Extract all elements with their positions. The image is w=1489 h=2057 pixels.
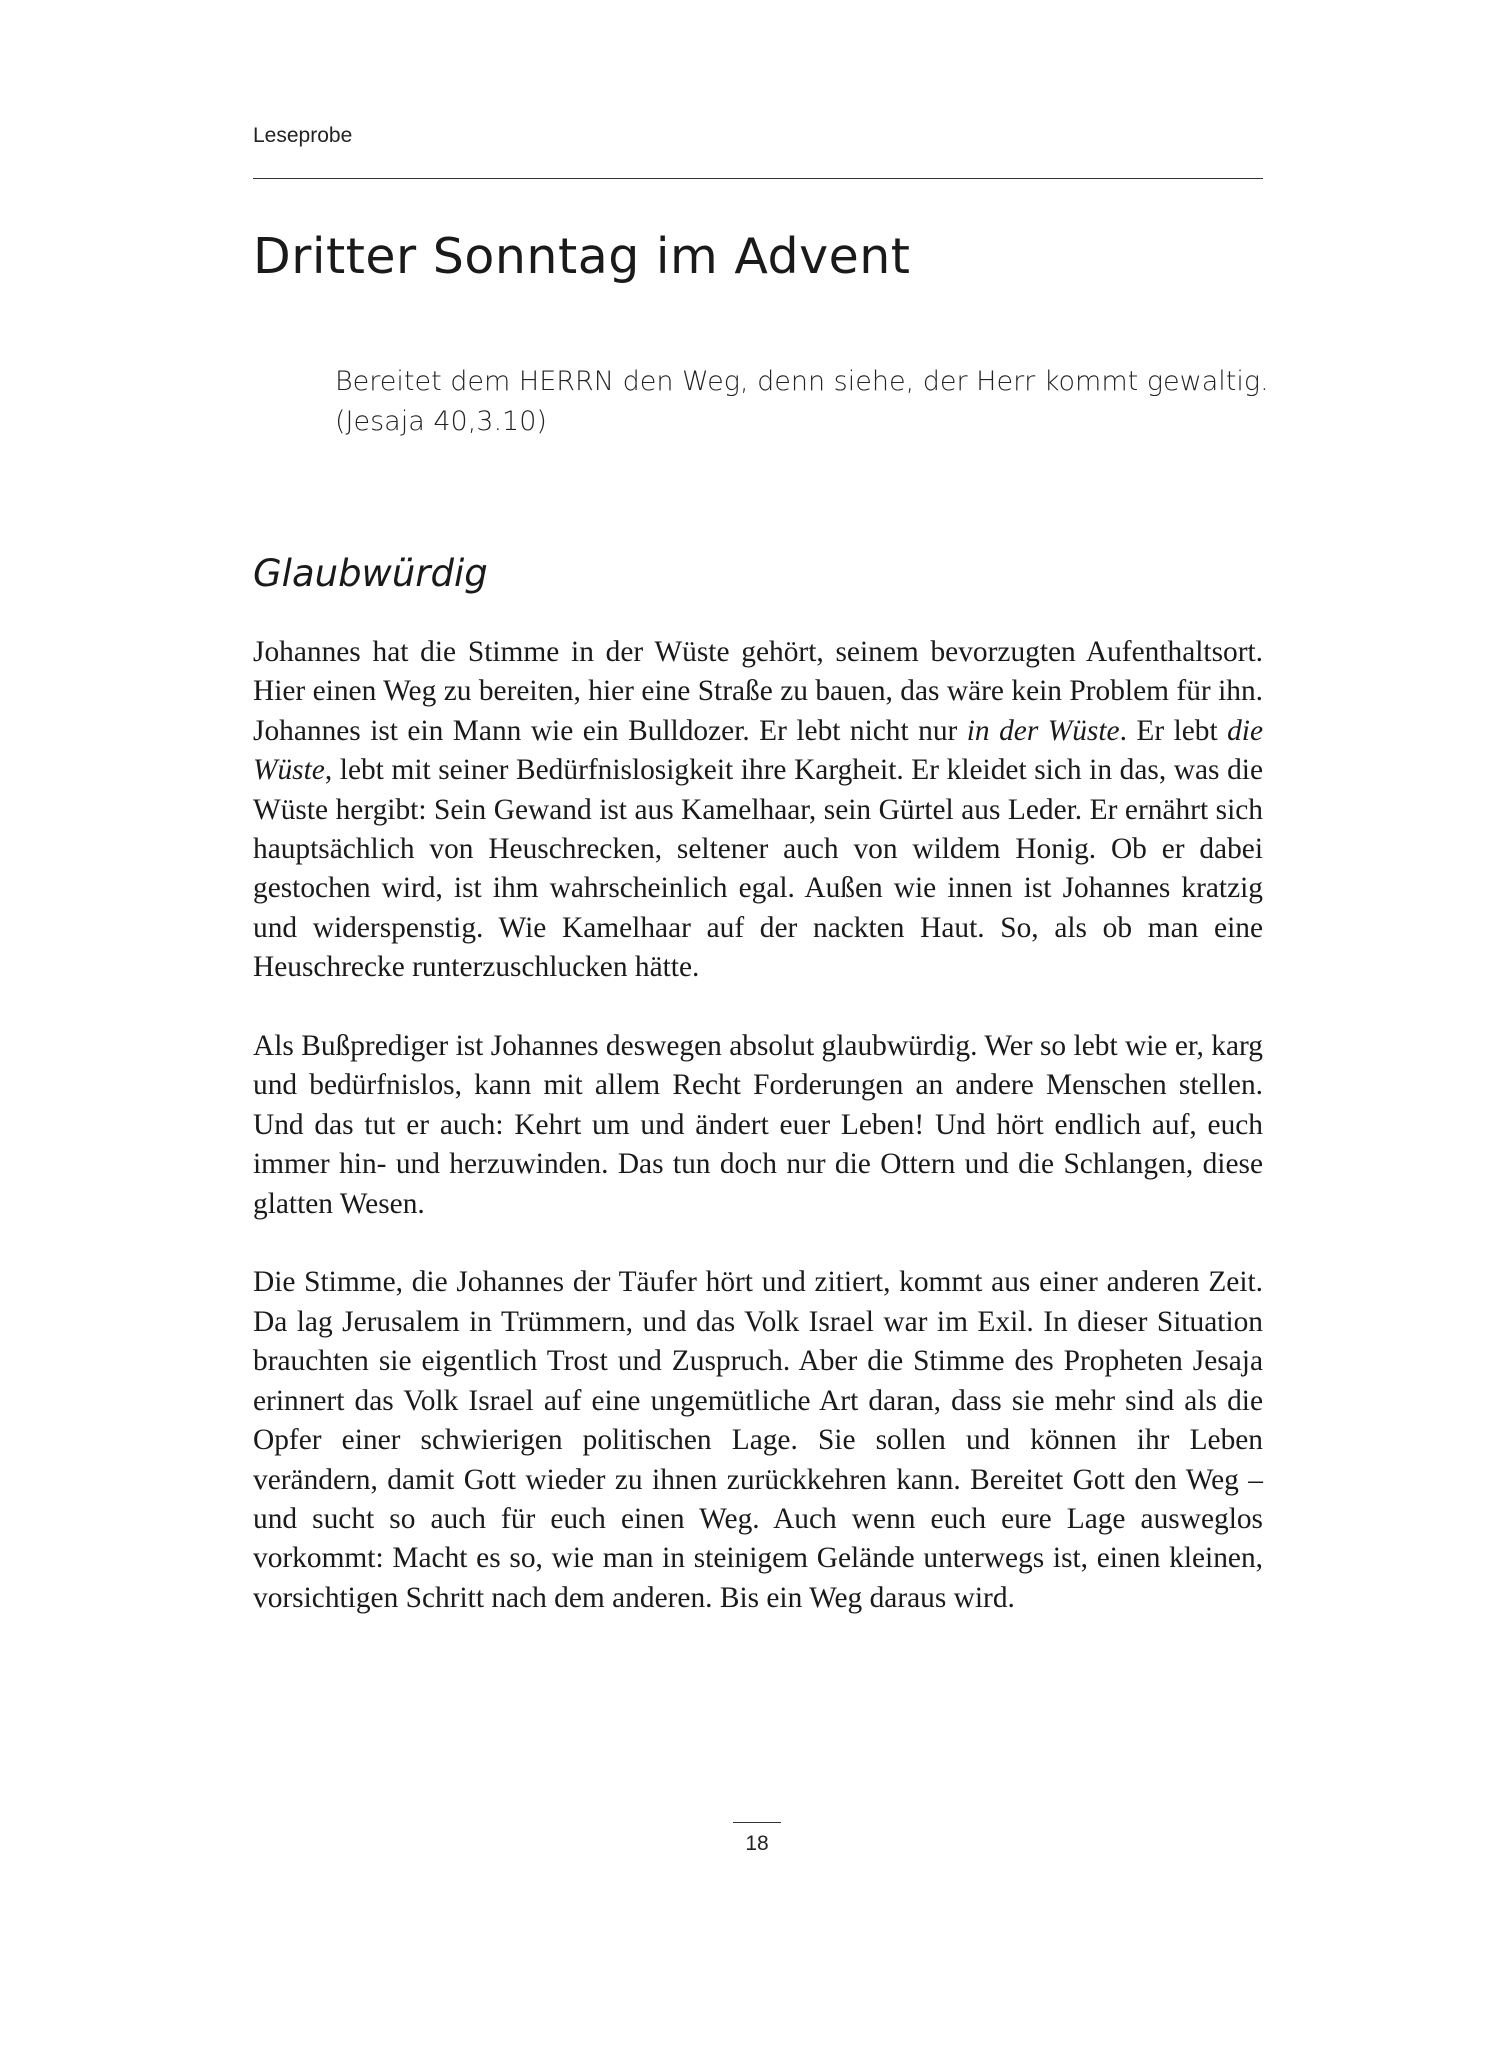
page-number: 18 <box>745 1832 769 1855</box>
paragraph-text: , lebt mit seiner Bedürfnislosigkeit ihre Kargheit. Er kleidet sich in das, was die Wüste hergibt: Sein Gewand ist aus Kamelhaar, sein Gürtel aus Leder. Er ernährt sich hauptsächlich von Heuschrecken, seltener auch von wildem Honig. Ob er dabei gestochen wird, ist ihm wahrscheinlich egal. Außen wie innen ist Johannes kratzig und widerspenstig. Wie Kamelhaar auf der nackten Haut. So, als ob man eine Heuschrecke runterzuschlucken hätte. <box>253 754 1263 984</box>
motto <box>335 362 1269 442</box>
body-paragraph <box>253 1027 1263 1224</box>
motto-quote: Bereitet dem HERRN den Weg, denn siehe, der Herr kommt gewaltig. <box>335 366 1269 397</box>
header-rule <box>253 178 1263 179</box>
paragraph-text: . Er lebt <box>1119 714 1228 747</box>
section-title: Glaubwürdig <box>253 552 488 595</box>
running-header: Leseprobe <box>253 124 353 147</box>
page-number-rule <box>733 1822 781 1823</box>
page-title: Dritter Sonntag im Advent <box>253 228 911 285</box>
paragraph-text: Als Bußprediger ist Johannes deswegen absolut glaubwürdig. Wer so lebt wie er, karg und bedürfnislos, kann mit allem Recht Forderungen an andere Menschen stellen. Und das tut er auch: Kehrt um und ändert euer Leben! Und hört endlich auf, euch immer hin- und herzuwinden. Das tun doch nur die Ottern und die Schlangen, diese glatten Wesen. <box>253 1030 1263 1220</box>
body-paragraph <box>253 633 1263 988</box>
emphasis-text: die Wüste <box>253 714 1264 787</box>
emphasis-text: in der Wüste <box>966 714 1120 747</box>
paragraph-text: Johannes hat die Stimme in der Wüste gehört, seinem bevorzugten Aufenthaltsort. Hier einen Weg zu bereiten, hier eine Straße zu bauen, das wäre kein Problem für ihn. Johannes ist ein Mann wie ein Bulldozer. Er lebt nicht nur <box>253 636 1263 747</box>
body-paragraph <box>253 1263 1263 1618</box>
body-text <box>253 633 1263 1658</box>
paragraph-text: Die Stimme, die Johannes der Täufer hört und zitiert, kommt aus einer anderen Zeit. Da lag Jerusalem in Trümmern, und das Volk Israel war im Exil. In dieser Situation brauchten sie eigentlich Trost und Zuspruch. Aber die Stimme des Propheten Jesaja erinnert das Volk Israel auf eine ungemütliche Art daran, dass sie mehr sind als die Opfer einer schwierigen politischen Lage. Sie sollen und können ihr Leben verändern, damit Gott wieder zu ihnen zurückkehren kann. Bereitet Gott den Weg – und sucht so auch für euch einen Weg. Auch wenn euch eure Lage ausweglos vorkommt: Macht es so, wie man in steinigem Gelände unterwegs ist, einen kleinen, vorsichtigen Schritt nach dem anderen. Bis ein Weg daraus wird. <box>253 1266 1263 1614</box>
motto-reference: (Jesaja 40,3.10) <box>335 406 547 437</box>
